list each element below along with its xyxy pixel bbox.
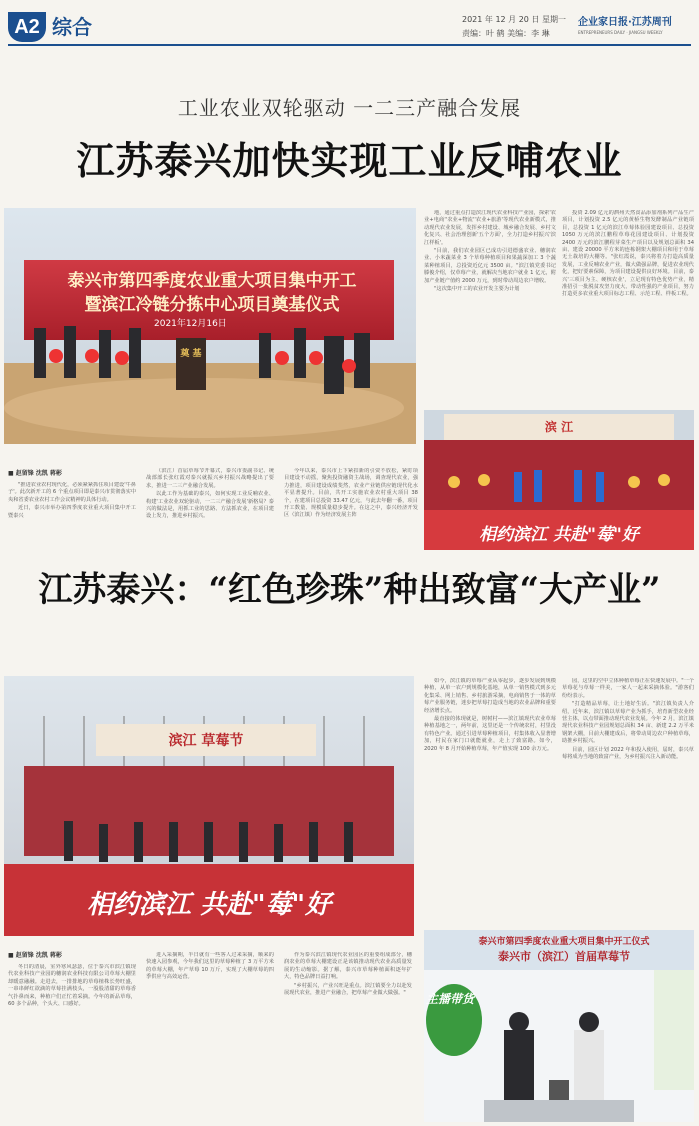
page-tag: A2 <box>8 12 46 42</box>
article2-column-5: 园，这里的空中立体种植草莓正在快速发展中。"一个草莓花与草莓一样美，一家人一起来采摘体验。"游客们纷纷表示。 "打造精品草莓，让土地好生活。"滨江镇负责人介绍，近年来，滨江镇以草莓产业为抓手，培育新型农业经营主体，以点带面推动现代农业发展。今年 2 月，滨江镇现代农业科技产业园规划总面积 34 亩、新建 2.2 万平米钢架大棚，目前大棚建成后，将带动周边农户种植草莓，助推乡村振兴。 目前，园区计划 2022 年和投入使用，届时，泰兴草莓将成为当地的致富产业，为乡村振兴注入新动能。 <box>562 678 694 761</box>
livestream-slogan: 主播带货 <box>426 992 475 1006</box>
date-line: 2021 年 12 月 20 日 星期一 <box>462 15 566 24</box>
article1-byline: ■ 赵留锋 沈凯 蒋彬 <box>8 470 62 477</box>
festival-crowd-banner: 相约滨江 共赴"莓"好 <box>86 890 332 920</box>
article1-kicker: 工业农业双轮驱动 一二三产融合发展 <box>177 96 522 120</box>
section-name: 综合 <box>52 15 92 39</box>
ceremony-photo <box>4 208 416 444</box>
article2-column-3: 作为泰兴滨江镇现代农业园区的重要组成部分，穗润农业的草莓大棚建设正是该镇推动现代农业高质量发展的生动缩影。据了解，泰兴市草莓种植面积逐年扩大，特色品牌日益打响。 "乡村振兴，产业兴旺是重点。滨江镇要全力以赴发展现代农业，推进产业融合，把草莓产业做大做强。" <box>284 952 412 997</box>
article1-column-2: （滨江）首届草莓节开幕式，泰兴市委副书记、统战部部长张红霞对泰兴就振兴乡村振兴战略提出了要求，推进一二三产业融合发展。 以此工作为基础的泰兴，如何实现工业反哺农业、构建'工业农业双轮驱动，一二三产融合发展'新格局？泰兴的做法是，用抓工业的思路、方法抓农业，在项目建设上发力，推进乡村振兴。 <box>146 468 274 520</box>
foundation-stone-label: 奠 基 <box>180 349 202 359</box>
article2-column-4: 如今，滨江镇的草莓产业从零起步，逐步发展到规模种植，从单一农户到规模化基地，从单一销售模式到多元化集采、网上销售、乡村旅游采摘，电商销售于一体的草莓产业服务链，迷步把草莓打造成当地的农业品牌和重要经济增长点。 最直接的体现就是，树树村——滨江镇现代农业草莓种植基地之一，两年前，这里还是一个传统农村，村里没有特色产业。通过引进草莓种植项目，村集体收入显著增加，村民在家门口就能就业，走上了致富路。如今，2020 年 8 月开始种植草莓，年产值实现 100 余万元。 <box>424 678 556 752</box>
festival-crowd-photo <box>4 676 414 936</box>
article2-headline: 江苏泰兴：“红色珍珠”种出致富“大产业” <box>38 570 661 610</box>
livestream-title-line2: 泰兴市（滨江）首届草莓节 <box>498 950 630 963</box>
editors-line: 责编：叶 鹤 美编：李 琳 <box>462 29 550 38</box>
brand-subtitle: ENTREPRENEURS DAILY · JIANGSU WEEKLY <box>578 30 663 35</box>
livestream-photo <box>424 930 694 1122</box>
ceremony-banner-line1: 泰兴市第四季度农业重大项目集中开工 <box>67 271 357 291</box>
article2-column-2: 进入采摘期，半日就有一些客人过来采摘，顺来的快速入园参观，今年我们这里的草莓种植了 3 万平方米的草莓大棚，年产草莓 10 万斤，实现了大棚草莓的四季供应与高效运营。 <box>146 952 274 981</box>
article2-byline: ■ 赵留锋 沈凯 蒋彬 <box>8 952 62 959</box>
ceremony-date: 2021年12月16日 <box>154 319 227 329</box>
festival-stage-photo <box>424 410 694 550</box>
header-rule <box>8 44 691 46</box>
article1-column-5: 投资 2.09 亿元的泗州天然食品添加剂系列产品生产项目，计划投资 2.5 亿元的黄桥生物发酵制品产业链项目，总投资 1 亿元的滨江草莓体验园建设项目、总投资 1050 万元的滨江鹏程草莓花园建设项目、计划投资 2400 万元的滨江鹏程芽菜生产项目以及规划总面积 34 亩、建设 20000 平方米的连栋钢架大棚项目和用于草莓无土栽培的大棚等。"张红霞说，泰兴将着力打造高质量发展，工业反哺农业产业，做大做强品牌，促进农业现代化，把好要素保障，为项目建设提供良好环境。目前，泰兴'三项目为主、硬核农业'，立足现有特色优势产业，精准招引一批脱贫攻坚力度大、带动性强的产业项目，努力打造更多农业重大项目标志工程、示范工程、样板工程。 <box>562 210 694 298</box>
article1-column-3: 今年以来，泰兴市上下紧扣新的引资不放松，紧盯项目建设不动摇，聚焦投资融资主战场，调查现代农业，强力推进，项目建设成绩斐然，农业产业链供应链现代化水平显著提升。目前，共开工实施农业农村重大项目 38 个，在建项目总投资 33.47 亿元，与此去年翻一番，项目开工数量、规模质量稳步提升。在这之中，泰兴经济开发区（滨江镇）作为经济发展主阵 <box>284 468 418 519</box>
livestream-title-line1: 泰兴市第四季度农业重大项目集中开工仪式 <box>478 937 650 947</box>
festival-sign: 滨江 草莓节 <box>168 733 244 749</box>
article1-headline: 江苏泰兴加快实现工业反哺农业 <box>76 138 623 183</box>
stage-sign: 滨 江 <box>544 420 574 434</box>
brand-name: 企业家日报·江苏周刊 <box>578 17 672 28</box>
festival-banner: 相约滨江 共赴"莓"好 <box>479 525 639 545</box>
page-header <box>0 0 699 46</box>
ceremony-banner-line2: 暨滨江冷链分拣中心项目奠基仪式 <box>84 295 340 315</box>
article1-column-4: 地，通过重点打造滨江现代农业科技产业园，探索'农业+电商''农业+物流''农业+旅游'等现代农业新模式，推动现代农业发展，发挥乡村建设、城乡融合发展、乡村文化复兴、社会治理创新'五个方面'，全力打造乡村振兴'滨江样板'。 "目前，我们农业园区已成功引进德盛农业、穗润农业、小米蔬菜业 3 个草莓种植项目和果蔬深加工 3 个蔬菜种植项目，总投资近亿元 3500 亩。"滨江镇党委书记滕俊介绍，仅草莓产业，就解决当地农户就业 1 亿元，附加产业链产值约 2000 万元，到时带动周边农户增收。 "这次集中开工的农业开发主要为计划 <box>424 210 556 293</box>
article2-column-1: 冬日的清晨，室外寒风瑟瑟，位于泰兴市滨江镇现代农业科技产业园的穗润农业科技有限公司草莓大棚里却暖意融融。走进去，一排排地的草莓植株长势旺盛，一串串鲜红欲滴的草莓挂满枝头，一股股清甜的草莓香气扑鼻而来，种植户们正忙着采摘。今年的新品草莓，60 多个品种，个头大、口感好。 <box>8 964 136 1008</box>
article1-column-1: "推进农业农村现代化，必须紧紧抓住项目建设'牛鼻子'。此次新开工的 6 个重点项目即是泰兴市贯彻落实中央和省委农业农村工作会议精神的具体行动。 近日，泰兴市举办第四季度农业重大项目集中开工暨泰兴 <box>8 482 136 519</box>
